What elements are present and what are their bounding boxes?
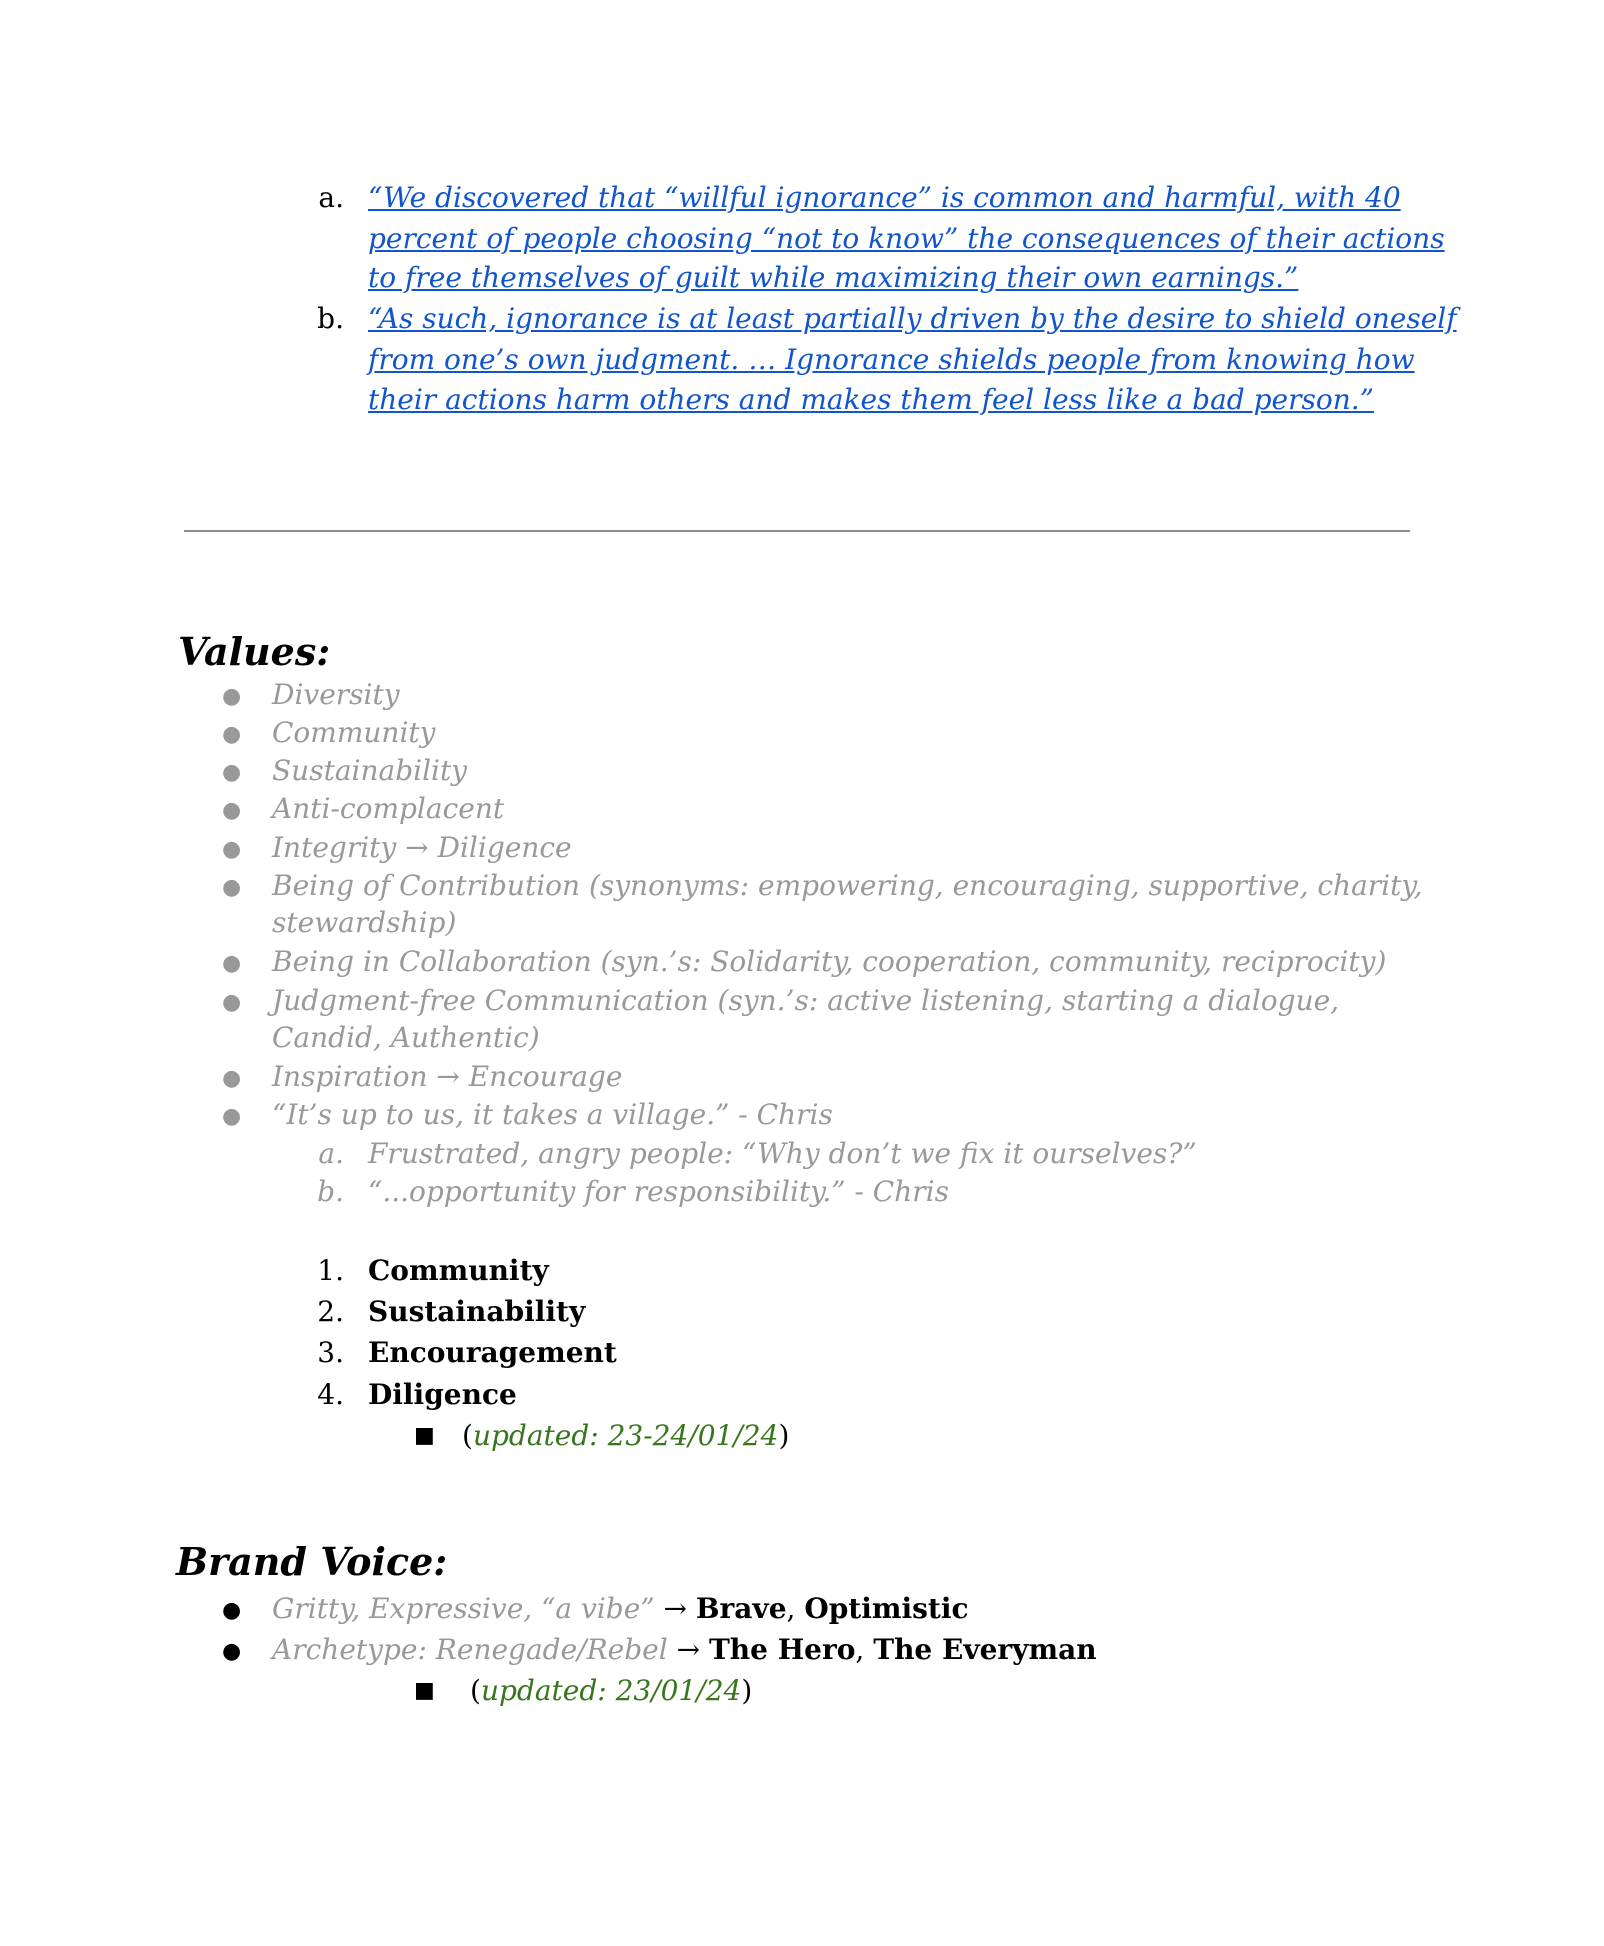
value-item-continued: stewardship): [272, 906, 457, 939]
quote-link-line[interactable]: to free themselves of guilt while maximizing their own earnings.”: [368, 261, 1299, 294]
value-item: “It’s up to us, it takes a village.” - Chris: [272, 1098, 833, 1131]
quote-link-line[interactable]: “As such, ignorance is at least partially driven by the desire to shield oneself: [368, 302, 1457, 335]
quote-link-line[interactable]: from one’s own judgment. … Ignorance shields people from knowing how: [368, 343, 1415, 376]
values-updated-note: [462, 1415, 789, 1456]
bullet-icon: ●: [222, 837, 242, 862]
value-item: Being of Contribution (synonyms: empowering, encouraging, supportive, charity,: [272, 869, 1423, 902]
number-marker: 4.: [317, 1378, 344, 1411]
bullet-icon: ●: [222, 684, 242, 709]
updated-date: updated: 23-24/01/24: [472, 1419, 779, 1452]
final-value-item: Sustainability: [368, 1295, 586, 1328]
bullet-icon: ●: [222, 760, 242, 785]
quote-link-line[interactable]: their actions harm others and makes them feel less like a bad person.”: [368, 383, 1374, 416]
bullet-icon: ●: [222, 722, 242, 747]
number-marker: 2.: [317, 1295, 344, 1328]
quote-link-line[interactable]: “We discovered that “willful ignorance” is common and harmful, with 40: [368, 181, 1401, 214]
square-bullet-icon: ■: [414, 1678, 435, 1703]
arrow-icon: →: [654, 1592, 696, 1625]
list-marker: a.: [318, 181, 344, 214]
final-value-item: Diligence: [368, 1378, 517, 1411]
bullet-icon: ●: [222, 875, 242, 900]
updated-paren-open: (: [470, 1674, 481, 1707]
value-item: Integrity → Diligence: [272, 831, 572, 864]
number-marker: 1.: [317, 1254, 344, 1287]
value-item: Inspiration → Encourage: [272, 1060, 623, 1093]
updated-paren-open: (: [462, 1419, 473, 1452]
brand-voice-new: Optimistic: [804, 1592, 969, 1625]
brand-voice-new: The Hero: [708, 1633, 856, 1666]
sublist-marker: a.: [318, 1137, 344, 1170]
number-marker: 3.: [317, 1336, 344, 1369]
brand-voice-updated-note: [470, 1670, 752, 1711]
brand-voice-heading: Brand Voice:: [176, 1539, 448, 1584]
square-bullet-icon: ■: [414, 1423, 435, 1448]
bullet-icon: ●: [222, 1066, 242, 1091]
value-item: Being in Collaboration (syn.’s: Solidarity, cooperation, community, reciprocity): [272, 945, 1387, 978]
value-item: Community: [272, 716, 436, 749]
bullet-icon: ●: [222, 951, 242, 976]
values-heading: Values:: [178, 629, 331, 674]
separator: ,: [786, 1592, 805, 1625]
list-marker: b.: [317, 302, 344, 335]
bullet-icon: ●: [222, 798, 242, 823]
value-subitem: “...opportunity for responsibility.” - Chris: [368, 1175, 949, 1208]
quote-link-line[interactable]: percent of people choosing “not to know” the consequences of their actions: [368, 222, 1445, 255]
bullet-icon: ●: [222, 1639, 242, 1664]
updated-paren-close: ): [741, 1674, 753, 1707]
arrow-icon: →: [667, 1633, 709, 1666]
updated-date: updated: 23/01/24: [480, 1674, 742, 1707]
brand-voice-item: [272, 1629, 1097, 1670]
value-item: Judgment-free Communication (syn.’s: active listening, starting a dialogue,: [272, 984, 1340, 1017]
value-item: Anti-complacent: [272, 792, 505, 825]
brand-voice-new: Brave: [695, 1592, 787, 1625]
brand-voice-old: Archetype: Renegade/Rebel: [272, 1633, 668, 1666]
value-item: Diversity: [272, 678, 400, 711]
sublist-marker: b.: [317, 1175, 344, 1208]
value-item-continued: Candid, Authentic): [272, 1021, 540, 1054]
separator: ,: [855, 1633, 874, 1666]
horizontal-rule: [184, 530, 1410, 532]
brand-voice-old: Gritty, Expressive, “a vibe”: [272, 1592, 655, 1625]
final-value-item: Encouragement: [368, 1336, 617, 1369]
final-value-item: Community: [368, 1254, 549, 1287]
value-item: Sustainability: [272, 754, 468, 787]
updated-paren-close: ): [778, 1419, 790, 1452]
brand-voice-new: The Everyman: [873, 1633, 1097, 1666]
bullet-icon: ●: [222, 1598, 242, 1623]
bullet-icon: ●: [222, 990, 242, 1015]
value-subitem: Frustrated, angry people: “Why don’t we fix it ourselves?”: [368, 1137, 1197, 1170]
bullet-icon: ●: [222, 1104, 242, 1129]
brand-voice-item: [272, 1588, 969, 1629]
